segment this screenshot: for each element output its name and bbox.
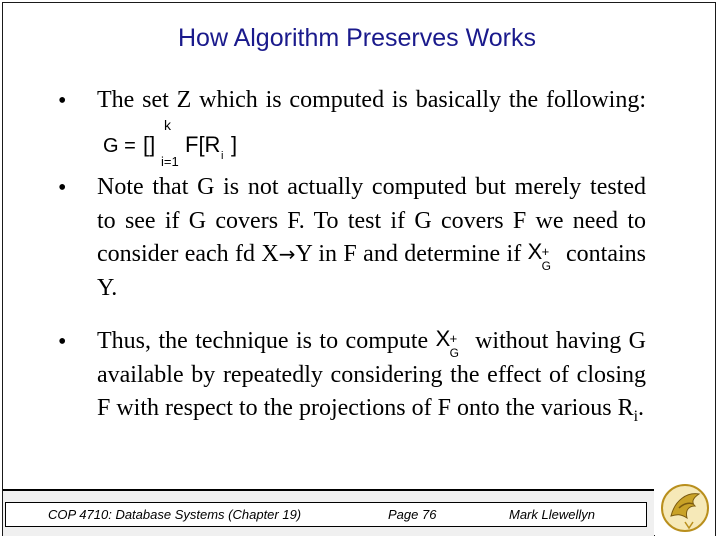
union-formula [103,116,243,169]
formula-body: F[R [185,131,221,157]
formula-operator: [] [143,131,156,157]
paragraph-text: without having G available by repeatedly considering the effect of closing F with respect to the projections of F onto the various R [97,328,646,421]
bullet-marker: • [58,329,67,355]
paragraph-end: . [638,395,645,421]
bullet-paragraph-1 [97,84,646,169]
paragraph-text: Note that G is not actually computed but merely tested to see if G covers F. To test if G covers F we need to consider each fd X [97,174,646,267]
right-arrow-icon: → [278,242,296,266]
closure-plus: + [541,244,550,259]
paragraph-text: Thus, the technique is to compute [97,328,429,354]
formula-lhs: G = [103,134,136,157]
formula-subscript: i [221,149,224,162]
paragraph-text: contains Y. [97,241,647,301]
paragraph-text: Y in F and determine if [295,241,522,267]
bullet-marker: • [58,88,67,114]
closure-g: G [541,259,551,273]
footer-course: COP 4710: Database Systems (Chapter 19) [48,507,302,522]
closure-symbol [435,326,468,360]
footer-page-number: Page 76 [388,507,437,522]
footer-author: Mark Llewellyn [509,507,595,522]
closure-x: X [435,326,451,351]
slide-title: How Algorithm Preserves Works [178,24,536,52]
bullet-paragraph-3 [97,325,646,433]
bullet-marker: • [58,175,67,201]
closure-symbol [527,239,560,273]
paragraph-text: The set Z which is computed is basically the following: [97,87,646,113]
ucf-pegasus-logo-icon [655,478,715,536]
formula-close: ] [231,131,238,157]
formula-upper-limit: k [164,116,171,133]
closure-g: G [449,346,459,360]
subscript-i: i [633,407,639,425]
bullet-paragraph-2 [97,171,646,305]
closure-plus: + [449,331,458,346]
closure-x: X [527,239,543,264]
footer-box [5,502,647,527]
formula-lower-limit: i=1 [161,153,179,169]
